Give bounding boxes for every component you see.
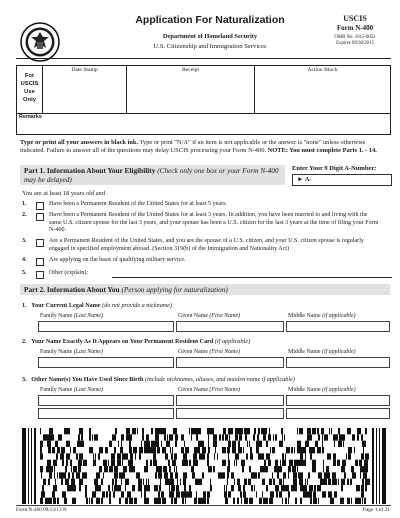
uscis-use-only-label (17, 66, 43, 113)
option-text: Are a Permanent Resident of the United States, and you are the spouse of a U.S. citizen, and your U.S. citizen spouse is regularly engaged in specified employment abroad. (Section 319(b) of the Immigration and Nationality Act) (49, 238, 364, 252)
question-number: 3. (22, 376, 27, 383)
eligibility-intro: You are at least 18 years old and (22, 190, 105, 197)
option-number: 2. (22, 212, 27, 218)
use-label-line: Only (23, 97, 36, 103)
legal-middle-name-input[interactable] (286, 321, 390, 332)
question-note: (include nicknames, aliases, and maiden name if applicable) (144, 376, 295, 383)
other-family-name-input[interactable] (38, 395, 174, 406)
eligibility-checkbox-1[interactable] (36, 202, 44, 210)
a-number-field[interactable] (292, 174, 392, 186)
question-other-names (22, 376, 392, 383)
given-name-label (178, 313, 240, 319)
other-given-name-input-2[interactable] (176, 408, 284, 419)
a-number-prefix: ► A- (297, 176, 312, 183)
eligibility-checkbox-3[interactable] (36, 239, 44, 247)
prc-middle-name-input[interactable] (286, 357, 390, 368)
question-title: Your Name Exactly As It Appears on Your Permanent Resident Card (31, 338, 214, 345)
eligibility-option (22, 201, 382, 210)
a-number-label: Enter Your 9 Digit A-Number: (292, 165, 377, 172)
pdf417-barcode (22, 428, 388, 504)
legal-family-name-input[interactable] (38, 321, 174, 332)
action-block-label: Action Block (307, 67, 338, 73)
date-stamp-label: Date Stamp (71, 67, 98, 73)
eligibility-checkbox-2[interactable] (36, 213, 44, 221)
field-note: (Last Name) (73, 349, 104, 355)
legal-given-name-input[interactable] (176, 321, 284, 332)
eligibility-checkbox-5[interactable] (36, 271, 44, 279)
field-note: (if applicable) (322, 313, 356, 319)
field-note: (First Name) (209, 387, 241, 393)
question-title: Your Current Legal Name (31, 302, 101, 309)
field-label: Given Name (178, 349, 208, 355)
omb-number: OMB No. 1615-0052 (334, 35, 376, 40)
eligibility-option (22, 257, 382, 266)
field-label: Given Name (178, 387, 208, 393)
part1-subtitle: (Check only one box or your Form N-400 may be delayed) (24, 166, 279, 184)
question-note: (do not provide a nickname) (102, 302, 173, 309)
form-number: Form N-400 (336, 24, 374, 32)
option-text: Have been a Permanent Resident of the United States for at least 3 years. In addition, you have been married to and living with the same U.S. citizen spouse for the last 3 years, and your spouse has been a U.S. citizen for the last 3 years at the time of filing your Form N-400. (49, 212, 379, 234)
other-explain-field[interactable] (112, 277, 392, 278)
instructions-note: NOTE: You must complete Parts 1. - 14. (267, 147, 377, 154)
header-divider (16, 58, 391, 59)
option-text: Other (explain): (49, 270, 89, 276)
option-text: Are applying on the basis of qualifying military service. (49, 257, 186, 263)
uscis-label: USCIS (343, 14, 367, 23)
expiration-date: Expires 09/30/2015 (336, 41, 374, 46)
field-note: (if applicable) (322, 349, 356, 355)
question-prc-name (22, 338, 392, 345)
footer-divider (16, 505, 391, 506)
footer-page-number: Page 1 of 21 (362, 507, 390, 513)
middle-name-label (288, 387, 356, 393)
instructions-lead: Type or print all your answers in black ink. (20, 139, 139, 146)
option-number: 4. (22, 257, 27, 263)
field-note: (Last Name) (73, 387, 104, 393)
other-given-name-input[interactable] (176, 395, 284, 406)
other-family-name-input-2[interactable] (38, 408, 174, 419)
eligibility-option (22, 238, 382, 254)
part2-title: Part 2. Information About You (24, 285, 120, 294)
receipt-cell (127, 66, 255, 113)
omb-info (315, 35, 395, 47)
use-label-line: For (24, 73, 35, 79)
field-note: (First Name) (209, 313, 241, 319)
form-title: Application For Naturalization (135, 14, 285, 26)
question-note: (if applicable) (214, 338, 251, 345)
middle-name-label (288, 349, 356, 355)
middle-name-label (288, 313, 356, 319)
action-block-cell (255, 66, 390, 113)
field-label: Given Name (178, 313, 208, 319)
date-stamp-cell (43, 66, 127, 113)
option-number: 1. (22, 201, 27, 207)
other-middle-name-input-2[interactable] (286, 408, 390, 419)
instructions-body: Type or print "N/A" if an item is not applicable or the answer is "none" unless otherwise indicated. Failure to answer all of the questions may delay USCIS processing your Form N-400. (20, 139, 366, 154)
field-label: Middle Name (288, 349, 321, 355)
uscis-use-only-block (16, 65, 391, 135)
instructions (20, 139, 390, 155)
given-name-label (178, 387, 240, 393)
family-name-label (40, 313, 103, 319)
field-label: Family Name (40, 313, 73, 319)
field-note: (Last Name) (73, 313, 104, 319)
eligibility-checkbox-4[interactable] (36, 258, 44, 266)
question-title: Other Name(s) You Have Used Since Birth (31, 376, 144, 383)
family-name-label (40, 349, 103, 355)
footer-form-id: Form N-400 09/13/13 N (16, 507, 67, 513)
question-number: 2. (22, 338, 27, 345)
eligibility-option (22, 212, 382, 236)
receipt-label: Receipt (181, 67, 200, 73)
question-number: 1. (22, 302, 27, 309)
use-label-line: USCIS (20, 81, 39, 87)
part2-header (20, 284, 390, 295)
option-number: 3. (22, 238, 27, 244)
option-number: 5. (22, 270, 27, 276)
field-note: (First Name) (209, 349, 241, 355)
field-label: Middle Name (288, 313, 321, 319)
prc-given-name-input[interactable] (176, 357, 284, 368)
given-name-label (178, 349, 240, 355)
other-middle-name-input[interactable] (286, 395, 390, 406)
department-name: Department of Homeland Security (162, 33, 258, 40)
question-legal-name (22, 302, 392, 309)
field-label: Family Name (40, 349, 73, 355)
use-label-line: Use (24, 89, 35, 95)
option-text: Have been a Permanent Resident of the United States for at least 5 years. (49, 201, 228, 207)
field-label: Family Name (40, 387, 73, 393)
part1-header (20, 165, 285, 185)
field-label: Middle Name (288, 387, 321, 393)
agency-name: U.S. Citizenship and Immigration Services (153, 43, 267, 50)
family-name-label (40, 387, 103, 393)
remarks-divider (17, 113, 390, 114)
part2-subtitle: (Person applying for naturalization) (121, 285, 228, 294)
prc-family-name-input[interactable] (38, 357, 174, 368)
remarks-label: Remarks (19, 114, 42, 120)
field-note: (if applicable) (322, 387, 356, 393)
dhs-seal-icon (20, 22, 60, 62)
eligibility-option (22, 270, 382, 279)
part1-title: Part 1. Information About Your Eligibility (24, 166, 156, 175)
